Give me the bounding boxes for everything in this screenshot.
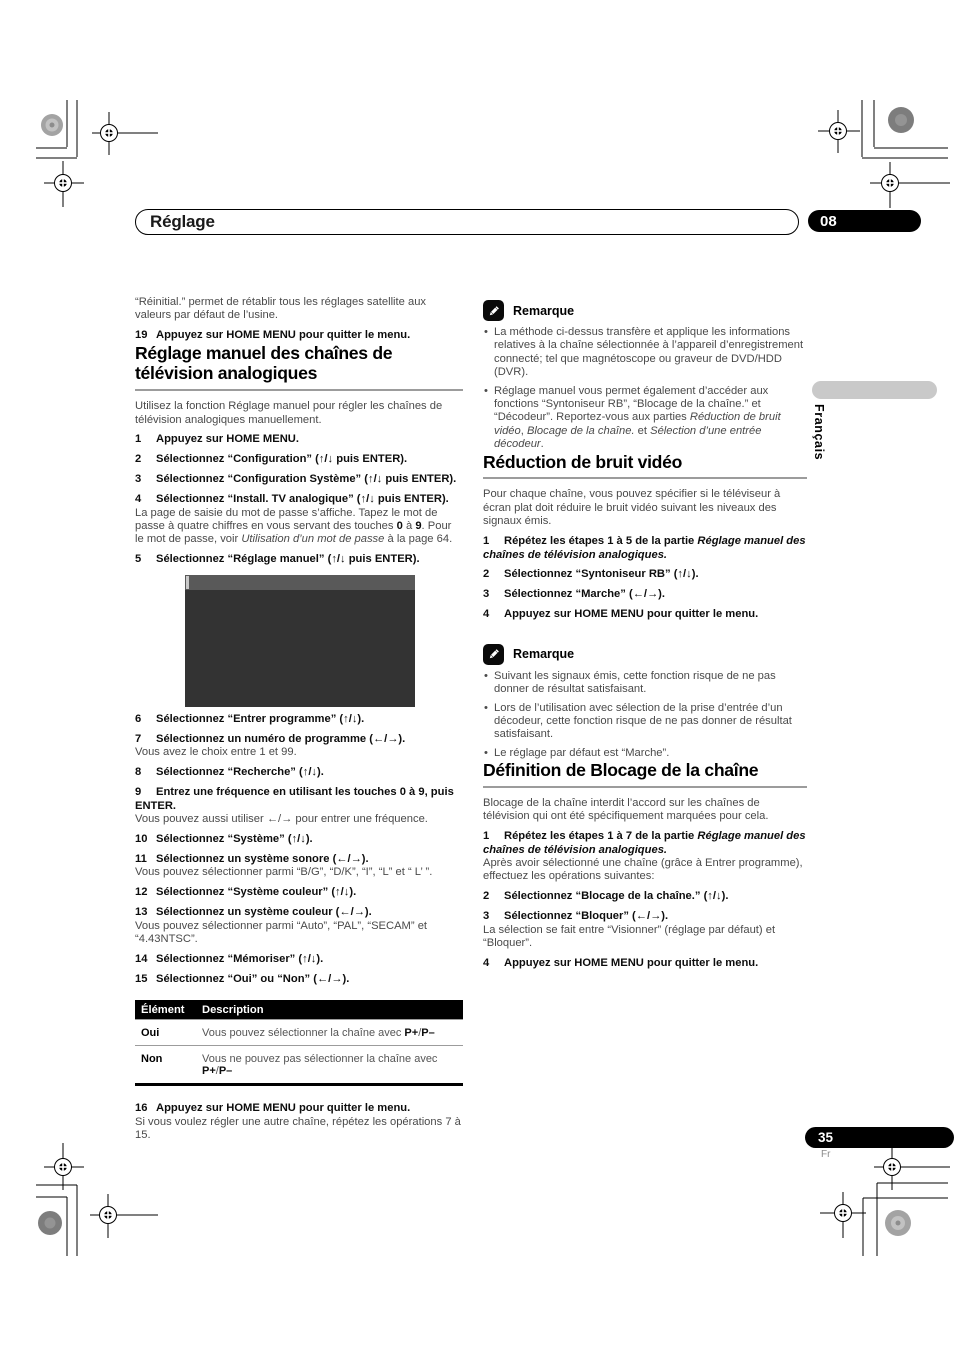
- step-7: [135, 733, 463, 746]
- table-row: [135, 1020, 463, 1046]
- step-4: [135, 493, 463, 506]
- step-text: Sélectionnez “Mémoriser” (↑/↓).: [156, 952, 324, 965]
- step-number: 13: [135, 906, 148, 919]
- step-text: Sélectionnez “Install. TV analogique” (↑/↓ puis ENTER).: [156, 493, 449, 506]
- step-1: [483, 830, 807, 857]
- step-number: 12: [135, 886, 148, 899]
- step-3: [135, 473, 463, 486]
- table-row: [135, 1046, 463, 1085]
- step-number: 9: [135, 786, 142, 799]
- step-number: 1: [483, 535, 490, 548]
- table-cell-item: Oui: [135, 1020, 196, 1046]
- text-run: La page de saisie du mot de passe s’affiche. Tapez le mot de passe à quatre chiffres en vous servant des touches: [135, 506, 438, 532]
- table-cell-description: [196, 1020, 463, 1046]
- table-header-row: [135, 1000, 463, 1020]
- remarque-title: Remarque: [513, 647, 575, 662]
- step-number: 2: [135, 453, 142, 466]
- step-number: 3: [483, 588, 490, 601]
- step-4: [483, 957, 807, 970]
- menu-screenshot-image: [185, 575, 415, 707]
- chapter-title: Réglage: [150, 212, 215, 231]
- step-number: 1: [483, 830, 490, 843]
- text-run: P–: [218, 1064, 233, 1077]
- text-run: 9: [415, 519, 422, 532]
- page-number: 35: [818, 1130, 834, 1145]
- step-text: Sélectionnez “Recherche” (↑/↓).: [156, 766, 324, 779]
- step-text: Sélectionnez un système couleur (←/→).: [156, 906, 372, 919]
- oui-non-table: [135, 1000, 463, 1086]
- step-10: [135, 833, 463, 846]
- cross-reference: Sélection d’une entrée décodeur: [494, 424, 762, 451]
- step-11-note: Vous pouvez sélectionner parmi “B/G”, “D/K”, “I”, “L” et “ L’ ”.: [135, 866, 433, 879]
- step-13: [135, 906, 463, 919]
- step-number: 4: [135, 493, 142, 506]
- cross-reference: Utilisation d’un mot de passe: [241, 533, 385, 546]
- step-12: [135, 886, 463, 899]
- step-8: [135, 766, 463, 779]
- text-run: . Pour le mot de passe, voir: [135, 519, 452, 546]
- remarque-bullet: • Suivant les signaux émis, cette fonction risque de ne pas donner de résultat satisfaisant.: [483, 670, 807, 697]
- step-number: 7: [135, 733, 142, 746]
- step-4-note: [135, 507, 463, 547]
- step-number: 3: [483, 910, 490, 923]
- text-run: Vous pouvez sélectionner la chaîne avec: [202, 1026, 405, 1039]
- step-3: [483, 588, 807, 601]
- step-number: 14: [135, 952, 148, 965]
- step-5: [135, 553, 463, 566]
- remarque-header: [483, 300, 807, 321]
- left-column: [135, 296, 463, 1142]
- section-title-channel-lock: Définition de Blocage de la chaîne: [483, 760, 759, 781]
- text-run: Réglage manuel vous permet également d’accéder aux fonctions “Syntoniseur RB”, “Blocage de la chaîne.” et “Décodeur”. Reportez-vous aux parties: [494, 384, 769, 424]
- step-text: Appuyez sur HOME MENU pour quitter le menu.: [156, 1102, 411, 1115]
- remarque-header: [483, 644, 807, 665]
- section-intro: Blocage de la chaîne interdit l’accord sur les chaînes de télévision qui ont été spécifiquement marquées pour cela.: [483, 796, 769, 823]
- step-text: Sélectionnez un numéro de programme (←/→).: [156, 733, 406, 746]
- page-number-badge: [805, 1127, 954, 1148]
- step-9-note: Vous pouvez aussi utiliser ←/→ pour entrer une fréquence.: [135, 813, 428, 826]
- section-rule: [135, 389, 463, 391]
- section-intro: Pour chaque chaîne, vous pouvez spécifier si le téléviseur à écran plat doit réduire le bruit vidéo suivant les niveaux des signaux émis.: [483, 488, 781, 528]
- step-2: [135, 453, 463, 466]
- chapter-title-box: [135, 209, 799, 235]
- text-run: P–: [421, 1026, 435, 1039]
- page-language-code: Fr: [821, 1149, 831, 1160]
- remarque-title: Remarque: [513, 303, 575, 318]
- step-3-note: La sélection se fait entre “Visionner” (réglage par défaut) et “Bloquer”.: [483, 923, 776, 950]
- step-16: [135, 1102, 463, 1115]
- text-run: à: [402, 519, 416, 532]
- step-11: [135, 853, 463, 866]
- table-cell-item: Non: [135, 1046, 196, 1085]
- step-1-note: Après avoir sélectionné une chaîne (grâce à Entrer programme), effectuez les opérations suivantes:: [483, 857, 803, 883]
- text-run: Vous ne pouvez pas sélectionner la chaîne avec: [202, 1052, 438, 1065]
- table-cell-description: [196, 1046, 463, 1085]
- step-number: 4: [483, 608, 490, 621]
- step-text: Sélectionnez “Marche” (←/→).: [504, 588, 666, 601]
- language-tab-pill: [812, 381, 937, 399]
- remarque-bullet: • La méthode ci-dessus transfère et applique les informations relatives à la chaîne sélectionnée à l’appareil d’enregistrement connecté; tel que magnétoscope ou graveur de DVD/HDD (DVR).: [483, 326, 807, 380]
- step-9: [135, 786, 463, 813]
- step-7-note: Vous avez le choix entre 1 et 99.: [135, 746, 297, 759]
- step-14: [135, 953, 463, 966]
- remarque-bullet: • Le réglage par défaut est “Marche”.: [483, 747, 807, 760]
- text-run: et: [634, 424, 651, 437]
- step-text: Sélectionnez “Syntoniseur RB” (↑/↓).: [504, 568, 699, 581]
- step-text: Sélectionnez “Bloquer” (←/→).: [504, 910, 669, 923]
- step-number: 10: [135, 833, 148, 845]
- right-column: [483, 300, 807, 970]
- step-4: [483, 608, 807, 621]
- text-run: .: [540, 438, 544, 451]
- section-intro: Utilisez la fonction Réglage manuel pour régler les chaînes de télévision analogiques manuellement.: [135, 400, 443, 426]
- cross-reference: Réduction de bruit vidéo: [494, 411, 781, 437]
- step-text: Sélectionnez “Blocage de la chaîne.” (↑/↓).: [504, 890, 729, 903]
- section-rule: [483, 477, 807, 479]
- step-text: Répétez les étapes 1 à 5 de la partie: [504, 535, 698, 548]
- step-number: 2: [483, 890, 490, 903]
- step-number: 16: [135, 1102, 148, 1115]
- text-run: /: [418, 1026, 422, 1039]
- text-run: 0: [396, 519, 403, 532]
- step-number: 6: [135, 713, 142, 726]
- step-1: [135, 433, 463, 446]
- step-number: 2: [483, 568, 490, 581]
- remarque-bullet: • Lors de l’utilisation avec sélection de la prise d’entrée d’un décodeur, cette fonction risque de ne pas donner de résultat satisfaisant.: [483, 702, 807, 742]
- cross-reference: Blocage de la chaîne.: [526, 424, 635, 437]
- reinitial-paragraph: “Réinitial.” permet de rétablir tous les réglages satellite aux valeurs par défaut de l’usine.: [135, 296, 427, 322]
- text-run: ,: [520, 424, 527, 437]
- step-19: [135, 329, 463, 342]
- step-text: Sélectionnez un système sonore (←/→).: [156, 852, 369, 865]
- text-run: P+: [404, 1026, 419, 1039]
- cross-reference: Réglage manuel des chaînes de télévision analogiques.: [483, 830, 806, 856]
- step-text: Sélectionnez “Configuration Système” (↑/↓ puis ENTER).: [156, 473, 457, 486]
- table-header-description: Description: [196, 1000, 463, 1020]
- step-number: 3: [135, 473, 142, 486]
- step-number: 19: [135, 329, 148, 342]
- step-text: Appuyez sur HOME MENU pour quitter le menu.: [504, 956, 759, 969]
- cross-reference: Réglage manuel des chaînes de télévision analogiques.: [483, 535, 806, 561]
- step-number: 4: [483, 956, 490, 969]
- step-text: Appuyez sur HOME MENU pour quitter le menu.: [156, 329, 411, 342]
- step-text: Sélectionnez “Système couleur” (↑/↓).: [156, 886, 357, 899]
- text-run: P+: [202, 1064, 216, 1077]
- text-run: /: [215, 1064, 219, 1077]
- chapter-number-badge: [808, 210, 921, 232]
- text-run: à la page 64.: [384, 533, 453, 546]
- step-2: [483, 890, 807, 903]
- step-16-note: Si vous voulez régler une autre chaîne, répétez les opérations 7 à 15.: [135, 1115, 461, 1141]
- step-text: Répétez les étapes 1 à 7 de la partie: [504, 830, 698, 843]
- section-title-noise-reduction: Réduction de bruit vidéo: [483, 451, 683, 472]
- step-text: Appuyez sur HOME MENU.: [156, 433, 299, 446]
- step-number: 15: [135, 972, 148, 985]
- step-2: [483, 568, 807, 581]
- menu-screenshot-titlebar: [185, 575, 415, 590]
- step-text: Appuyez sur HOME MENU pour quitter le menu.: [504, 608, 759, 621]
- step-3: [483, 910, 807, 923]
- step-text: Sélectionnez “Oui” ou “Non” (←/→).: [156, 972, 350, 985]
- pencil-icon: [483, 300, 504, 321]
- language-tab-label: Français: [812, 404, 826, 461]
- step-text: Sélectionnez “Système” (↑/↓).: [156, 833, 313, 845]
- step-text: Sélectionnez “Entrer programme” (↑/↓).: [156, 713, 365, 726]
- step-text: Entrez une fréquence en utilisant les touches 0 à 9, puis ENTER.: [135, 786, 454, 812]
- step-13-note: Vous pouvez sélectionner parmi “Auto”, “PAL”, “SECAM” et “4.43NTSC”.: [135, 919, 428, 945]
- step-15: [135, 973, 463, 986]
- step-number: 1: [135, 433, 142, 446]
- pencil-icon: [483, 644, 504, 665]
- step-text: Sélectionnez “Réglage manuel” (↑/↓ puis ENTER).: [156, 553, 420, 566]
- step-text: Sélectionnez “Configuration” (↑/↓ puis ENTER).: [156, 453, 408, 466]
- step-1: [483, 535, 807, 562]
- step-number: 8: [135, 766, 142, 779]
- menu-screenshot-cursor: [186, 576, 189, 589]
- chapter-number: 08: [820, 212, 837, 230]
- section-title-manual-tuning: Réglage manuel des chaînes de télévision analogiques: [135, 342, 393, 384]
- step-number: 5: [135, 553, 142, 566]
- table-header-element: Élément: [135, 1000, 196, 1020]
- section-rule: [483, 786, 807, 788]
- step-number: 11: [135, 852, 147, 865]
- step-6: [135, 713, 463, 726]
- remarque-bullet: [483, 385, 807, 452]
